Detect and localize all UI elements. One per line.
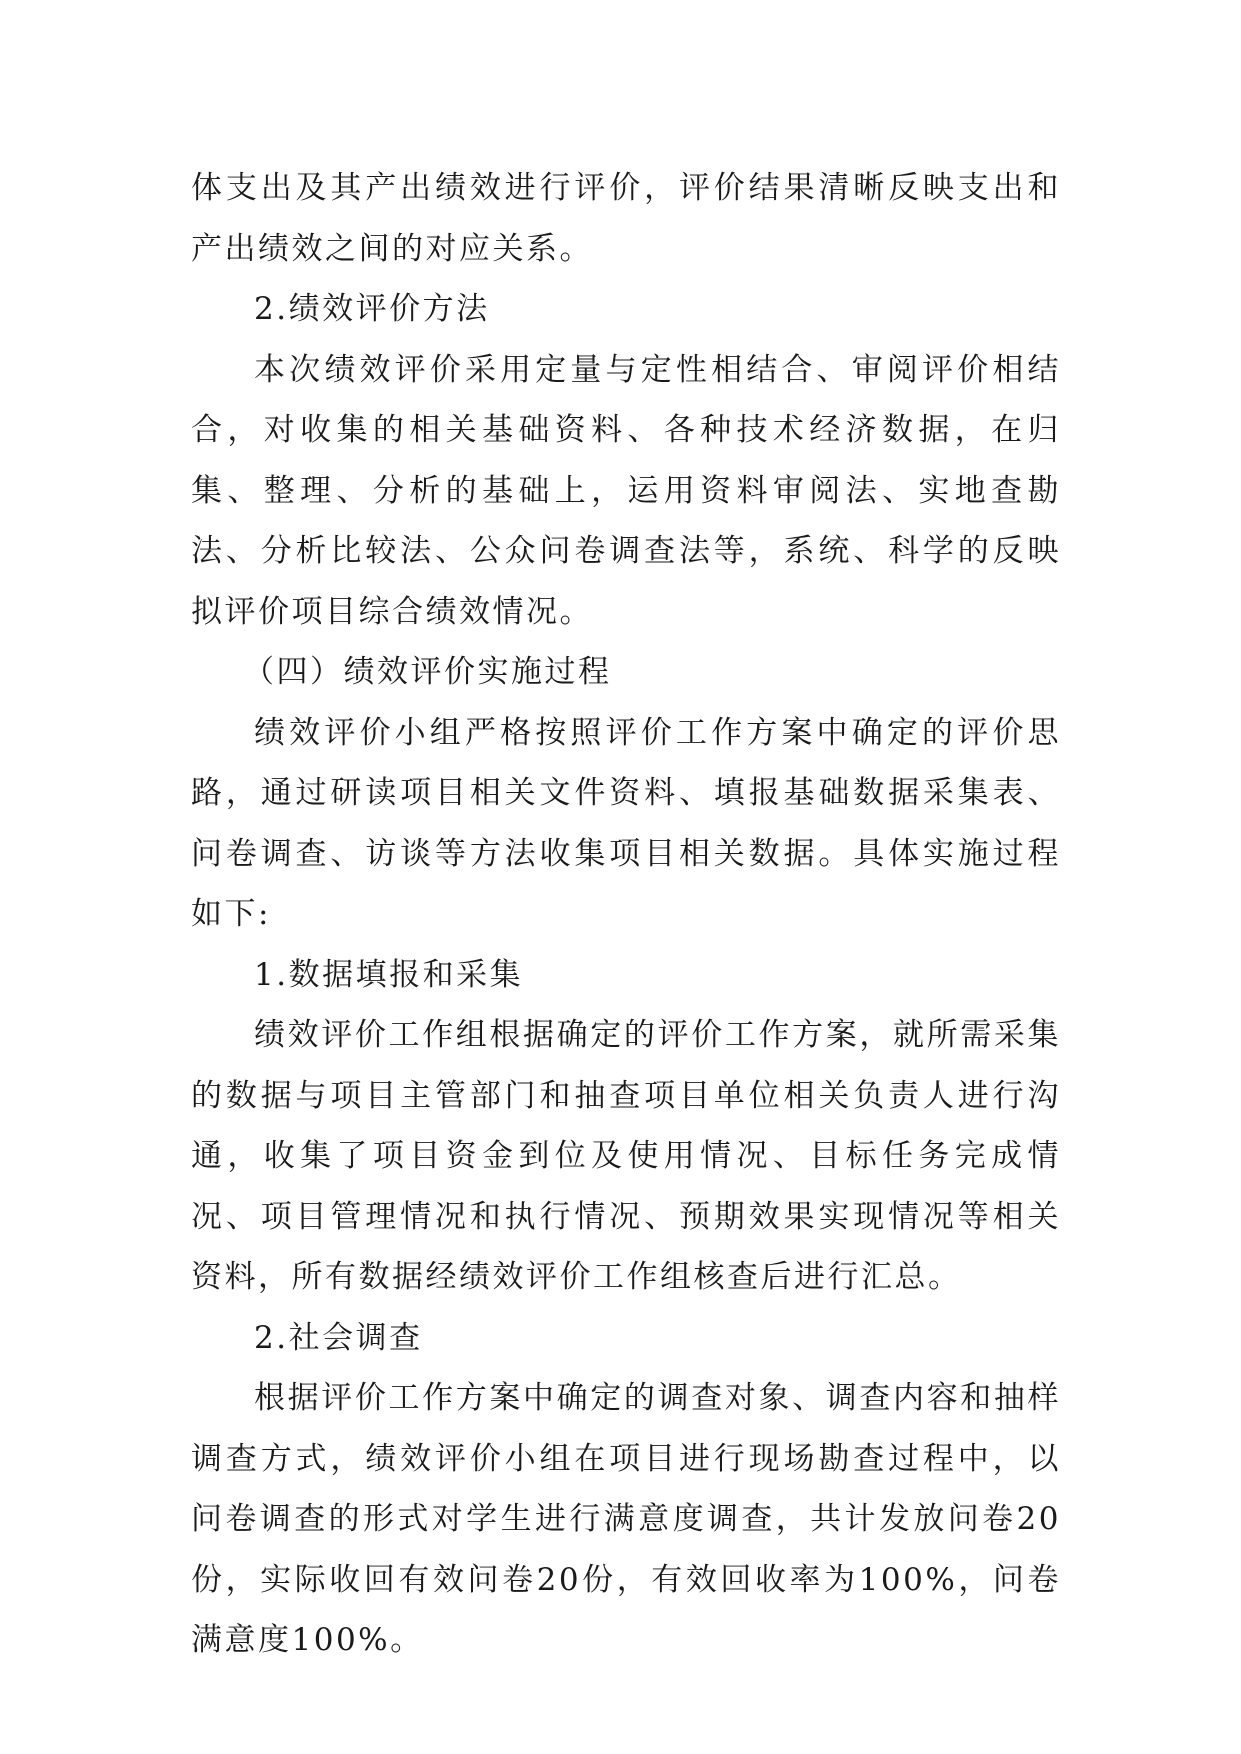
section-heading-social-survey: 2.社会调查 [254,1319,423,1356]
paragraph-implementation-process: 绩效评价小组严格按照评价工作方案中确定的评价思路，通过研读项目相关文件资料、填报基础数据采集表、问卷调查、访谈等方法收集项目相关数据。具体实施过程如下: [191,714,1061,932]
section-heading-implementation-process: （四）绩效评价实施过程 [243,654,612,690]
document-body [191,158,1061,1671]
paragraph-continuation: 体支出及其产出绩效进行评价，评价结果清晰反映支出和产出绩效之间的对应关系。 [191,170,1061,267]
paragraph-social-survey: 根据评价工作方案中确定的调查对象、调查内容和抽样调查方式，绩效评价小组在项目进行现场勘查过程中，以问卷调查的形式对学生进行满意度调查，共计发放问卷20份，实际收回有效问卷20份，有效回收率为100%，问卷满意度100%。 [191,1380,1061,1658]
paragraph-evaluation-method: 本次绩效评价采用定量与定性相结合、审阅评价相结合，对收集的相关基础资料、各种技术经济数据，在归集、整理、分析的基础上，运用资料审阅法、实地查勘法、分析比较法、公众问卷调查法等，系统、科学的反映拟评价项目综合绩效情况。 [191,351,1061,630]
section-heading-evaluation-method: 2.绩效评价方法 [254,291,490,327]
section-heading-data-collection: 1.数据填报和采集 [254,956,524,993]
paragraph-data-collection: 绩效评价工作组根据确定的评价工作方案，就所需采集的数据与项目主管部门和抽查项目单位相关负责人进行沟通，收集了项目资金到位及使用情况、目标任务完成情况、项目管理情况和执行情况、预期效果实现情况等相关资料，所有数据经绩效评价工作组核查后进行汇总。 [191,1017,1061,1295]
